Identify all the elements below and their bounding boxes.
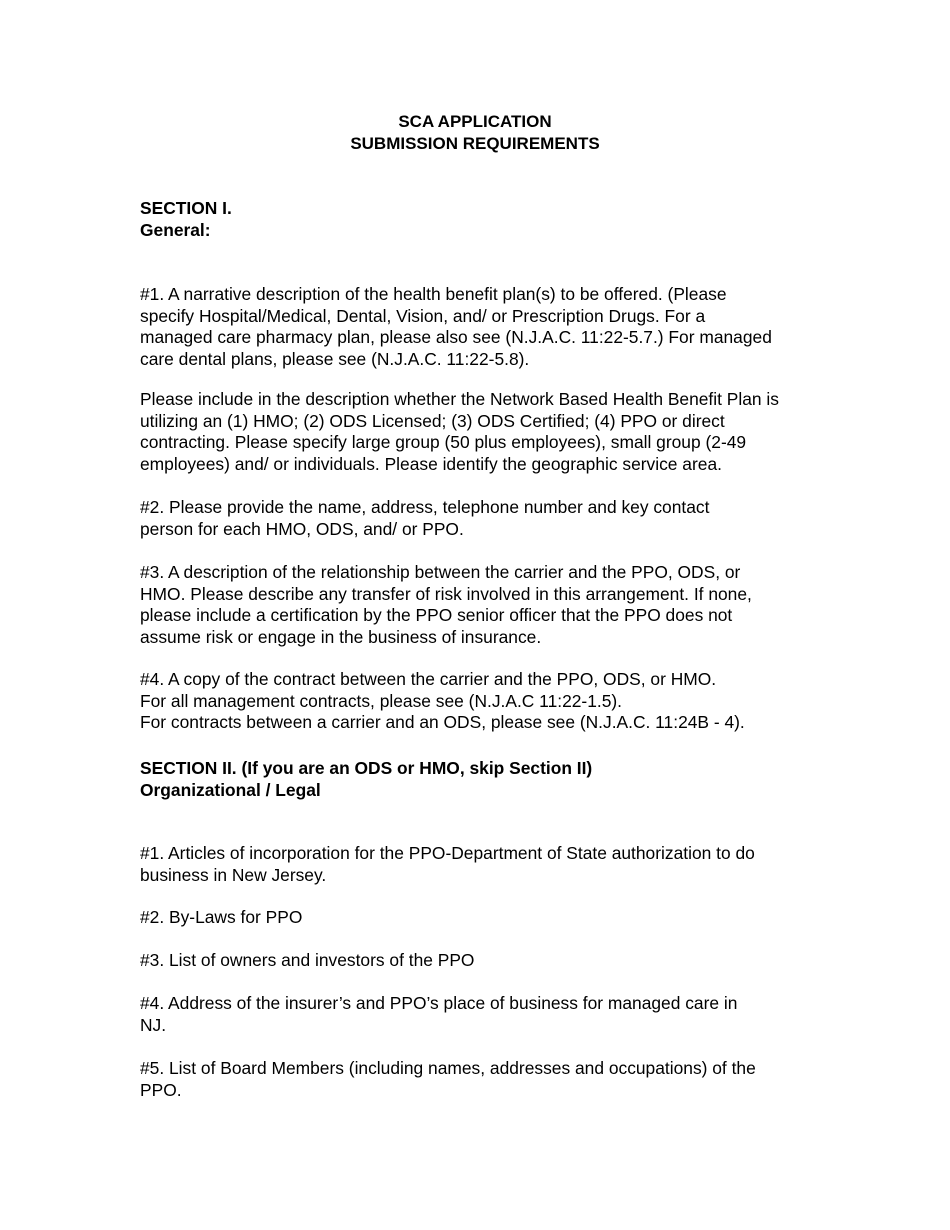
text-line: managed care pharmacy plan, please also see (N.J.A.C. 11:22-5.7.) For managed [140, 327, 772, 347]
section-1-item-2 [140, 497, 840, 540]
section-2-subtitle: Organizational / Legal [140, 779, 321, 800]
text-line: utilizing an (1) HMO; (2) ODS Licensed; (3) ODS Certified; (4) PPO or direct [140, 410, 725, 431]
text-line: #2. Please provide the name, address, telephone number and key contact [140, 497, 710, 517]
text-line: Please include in the description whether the Network Based Health Benefit Plan is [140, 389, 779, 409]
section-1-paragraph [140, 389, 840, 475]
section-2-title: SECTION II. (If you are an ODS or HMO, skip Section II) [140, 758, 593, 778]
section-2-item-3 [140, 950, 840, 972]
text-line: #5. List of Board Members (including names, addresses and occupations) of the [140, 1058, 756, 1078]
document-title [0, 111, 950, 154]
section-2-item-2 [140, 907, 840, 929]
section-1-heading [140, 198, 840, 241]
text-line: #3. A description of the relationship between the carrier and the PPO, ODS, or [140, 562, 741, 582]
title-line-2: SUBMISSION REQUIREMENTS [350, 133, 600, 153]
section-2-item-4 [140, 993, 840, 1036]
text-line: please include a certification by the PPO senior officer that the PPO does not [140, 605, 733, 625]
text-line: care dental plans, please see (N.J.A.C. 11:22-5.8). [140, 348, 530, 369]
section-1-item-1 [140, 284, 840, 370]
text-line: #3. List of owners and investors of the PPO [140, 950, 475, 970]
section-2-heading [140, 758, 840, 801]
text-line: specify Hospital/Medical, Dental, Vision, and/ or Prescription Drugs. For a [140, 305, 706, 326]
section-1-item-3 [140, 562, 840, 648]
text-line: For all management contracts, please see (N.J.A.C 11:22-1.5). [140, 690, 623, 711]
text-line: contracting. Please specify large group (50 plus employees), small group (2-49 [140, 432, 747, 452]
section-1-item-4 [140, 669, 840, 734]
text-line: person for each HMO, ODS, and/ or PPO. [140, 518, 464, 539]
section-1-subtitle: General: [140, 219, 211, 240]
text-line: #1. A narrative description of the health benefit plan(s) to be offered. (Please [140, 284, 727, 304]
title-line-1: SCA APPLICATION [398, 112, 552, 131]
text-line: HMO. Please describe any transfer of risk involved in this arrangement. If none, [140, 583, 752, 604]
text-line: #2. By-Laws for PPO [140, 907, 303, 927]
text-line: For contracts between a carrier and an ODS, please see (N.J.A.C. 11:24B - 4). [140, 712, 745, 732]
text-line: NJ. [140, 1014, 167, 1035]
section-2-item-1 [140, 843, 840, 886]
text-line: #4. Address of the insurer’s and PPO’s place of business for managed care in [140, 993, 738, 1013]
text-line: #1. Articles of incorporation for the PPO-Department of State authorization to do [140, 843, 755, 863]
text-line: PPO. [140, 1079, 182, 1100]
section-2-item-5 [140, 1058, 840, 1101]
text-line: business in New Jersey. [140, 864, 327, 885]
text-line: #4. A copy of the contract between the carrier and the PPO, ODS, or HMO. [140, 669, 717, 689]
text-line: employees) and/ or individuals. Please identify the geographic service area. [140, 453, 722, 474]
section-1-title: SECTION I. [140, 198, 232, 218]
text-line: assume risk or engage in the business of insurance. [140, 626, 542, 647]
